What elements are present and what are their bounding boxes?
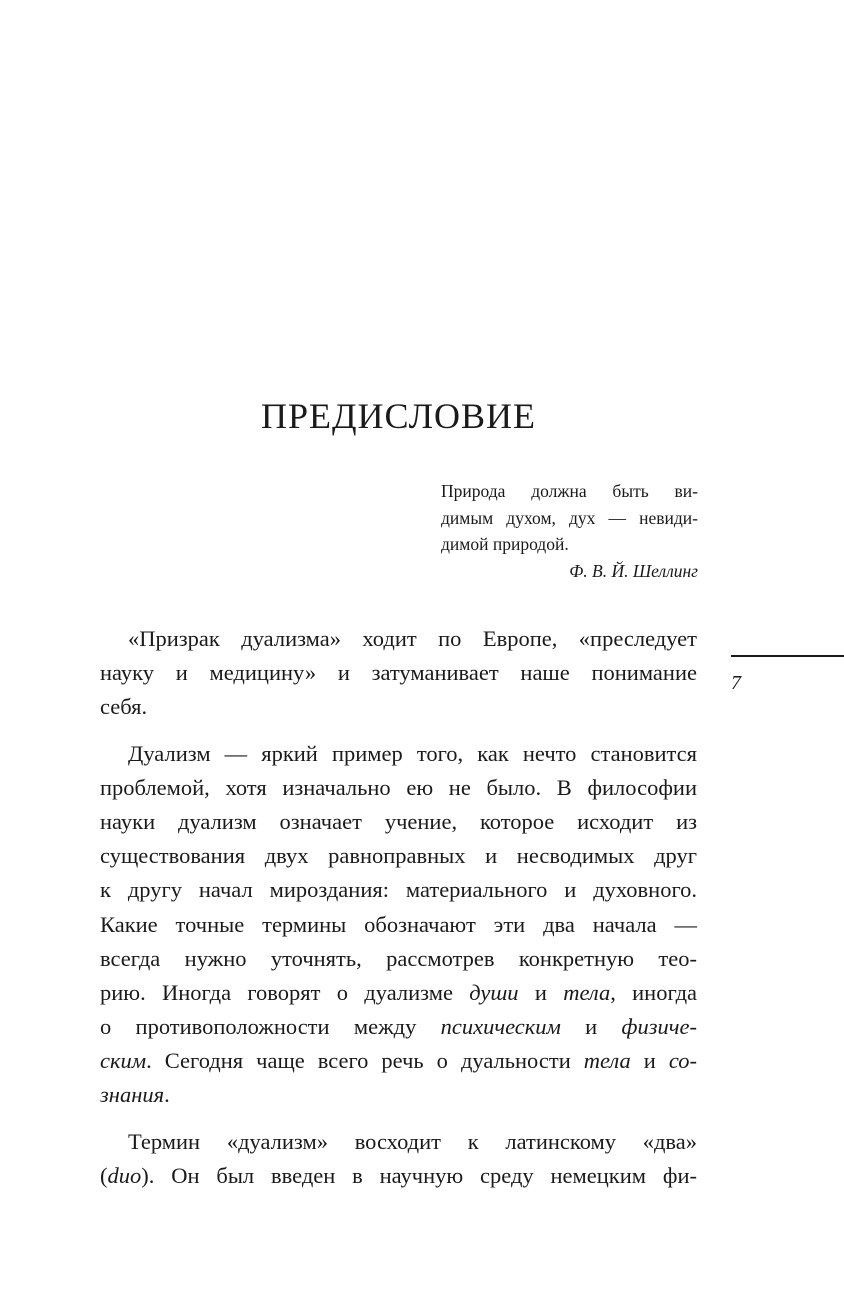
- italic-term: тела: [563, 979, 611, 1005]
- text-line: «Призрак дуализма» ходит по Европе, «преследует: [128, 626, 697, 651]
- text-line: [100, 1159, 697, 1193]
- text-run: рию. Иногда говорят о дуализме: [100, 979, 470, 1005]
- text-line: [100, 976, 697, 1010]
- text-line: существования двух равноправных и несводимых друг: [100, 843, 697, 869]
- text-run: ). Он был введен в научную среду немецким фи-: [141, 1162, 697, 1188]
- epigraph-line: Природа должна быть ви-: [441, 481, 698, 501]
- text-line: к другу начал мироздания: материального и духовного.: [100, 877, 697, 903]
- text-line: всегда нужно уточнять, рассмотрев конкретную тео-: [100, 945, 697, 971]
- italic-term: души: [469, 979, 519, 1005]
- epigraph-line: димой природой.: [441, 534, 569, 554]
- italic-term: тела: [583, 1048, 631, 1074]
- text-line: Термин «дуализм» восходит к латинскому «два»: [128, 1128, 697, 1154]
- italic-term: физиче-: [621, 1014, 697, 1040]
- text-run: и: [518, 979, 564, 1005]
- text-line: проблемой, хотя изначально ею не было. В философии: [100, 774, 697, 800]
- text-line: науку и медицину» и затуманивает наше понимание: [100, 660, 697, 686]
- text-run: .: [164, 1082, 170, 1108]
- text-run: . Сегодня чаще всего речь о дуальности: [146, 1048, 584, 1074]
- epigraph: [441, 478, 698, 584]
- body-text: [100, 622, 697, 1193]
- text-line: Дуализм — яркий пример того, как нечто становится: [128, 740, 697, 766]
- italic-term: со-: [668, 1048, 697, 1074]
- italic-term: знания: [100, 1082, 165, 1108]
- paragraph-gap: [100, 725, 697, 737]
- text-run: (: [100, 1162, 108, 1188]
- italic-term: duo: [107, 1162, 142, 1188]
- text-line: Какие точные термины обозначают эти два начала —: [100, 911, 697, 937]
- text-line: [100, 1044, 697, 1078]
- text-line: [100, 1010, 697, 1044]
- text-run: и: [560, 1014, 622, 1040]
- paragraph-gap: [100, 1113, 697, 1125]
- page-number: 7: [731, 672, 741, 694]
- text-run: и: [630, 1048, 669, 1074]
- epigraph-author: Ф. В. Й. Шеллинг: [569, 560, 698, 581]
- chapter-title: ПРЕДИСЛОВИЕ: [260, 396, 537, 436]
- text-run: о противоположности между: [100, 1014, 441, 1040]
- text-line: себя.: [100, 694, 148, 720]
- epigraph-line: димым духом, дух — невиди-: [441, 507, 698, 528]
- italic-term: ским: [100, 1048, 147, 1074]
- italic-term: психическим: [440, 1014, 561, 1040]
- text-run: , иногда: [610, 979, 698, 1005]
- text-line: науки дуализм означает учение, которое исходит из: [100, 808, 697, 834]
- text-line: [100, 1078, 697, 1112]
- margin-rule: [731, 655, 844, 657]
